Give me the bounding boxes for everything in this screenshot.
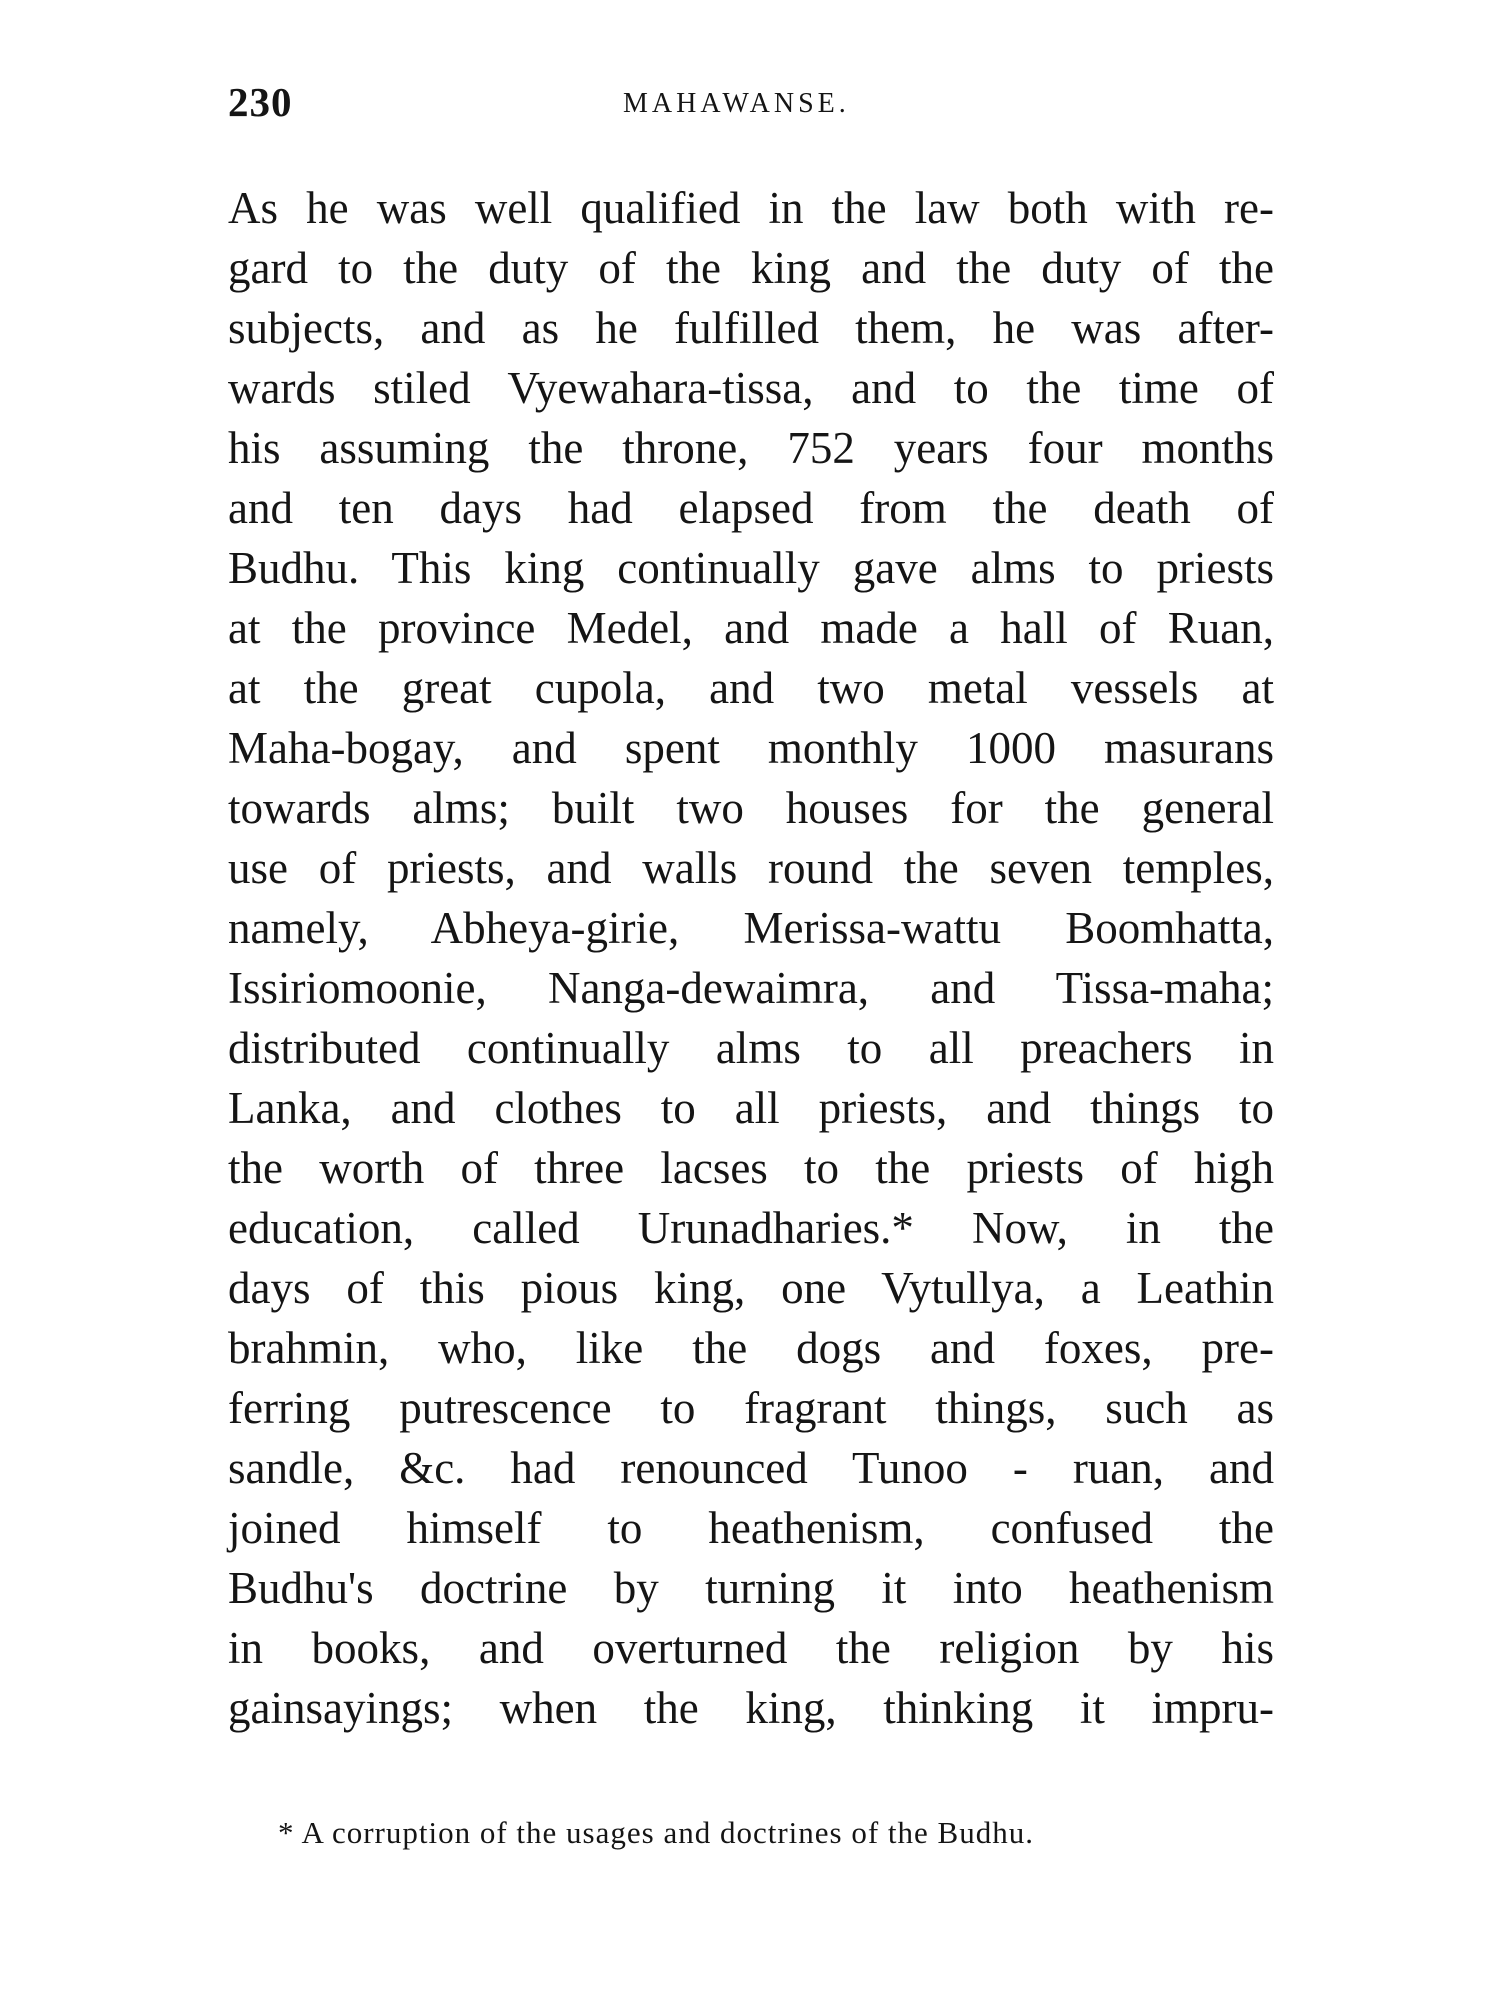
page-number: 230 (228, 79, 293, 125)
text-line: at the province Medel, and made a hall of Ruan, (228, 603, 1274, 653)
text-line: Maha-bogay, and spent monthly 1000 masurans (228, 723, 1274, 773)
running-title: MAHAWANSE. (623, 88, 850, 119)
text-line: in books, and overturned the religion by his (228, 1623, 1274, 1673)
text-line: education, called Urunadharies.* Now, in the (228, 1203, 1274, 1253)
text-line: the worth of three lacses to the priests of high (228, 1143, 1274, 1193)
text-line: towards alms; built two houses for the general (228, 783, 1274, 833)
text-line: use of priests, and walls round the seven temples, (228, 843, 1274, 893)
text-line: at the great cupola, and two metal vessels at (228, 663, 1274, 713)
text-line: and ten days had elapsed from the death of (228, 483, 1274, 533)
text-line: brahmin, who, like the dogs and foxes, pre- (228, 1323, 1274, 1373)
text-line: Lanka, and clothes to all priests, and things to (228, 1083, 1274, 1133)
text-line: Issiriomoonie, Nanga-dewaimra, and Tissa-maha; (228, 963, 1274, 1013)
text-line: gainsayings; when the king, thinking it impru- (228, 1683, 1274, 1733)
text-line: Budhu's doctrine by turning it into heathenism (228, 1563, 1274, 1613)
text-line: wards stiled Vyewahara-tissa, and to the time of (228, 363, 1274, 413)
text-line: days of this pious king, one Vytullya, a Leathin (228, 1263, 1274, 1313)
body-text (228, 178, 1274, 1738)
text-line: his assuming the throne, 752 years four months (228, 423, 1274, 473)
text-line: joined himself to heathenism, confused the (228, 1503, 1274, 1553)
page-header (228, 78, 1268, 138)
footnote: * A corruption of the usages and doctrines of the Budhu. (278, 1815, 1034, 1850)
text-line: ferring putrescence to fragrant things, such as (228, 1383, 1274, 1433)
text-line: gard to the duty of the king and the duty of the (228, 243, 1274, 293)
text-line: As he was well qualified in the law both with re- (228, 183, 1274, 233)
text-line: sandle, &c. had renounced Tunoo - ruan, and (228, 1443, 1274, 1493)
text-line: distributed continually alms to all preachers in (228, 1023, 1274, 1073)
text-line: namely, Abheya-girie, Merissa-wattu Boomhatta, (228, 903, 1274, 953)
text-line: Budhu. This king continually gave alms to priests (228, 543, 1274, 593)
text-line: subjects, and as he fulfilled them, he was after- (228, 303, 1274, 353)
